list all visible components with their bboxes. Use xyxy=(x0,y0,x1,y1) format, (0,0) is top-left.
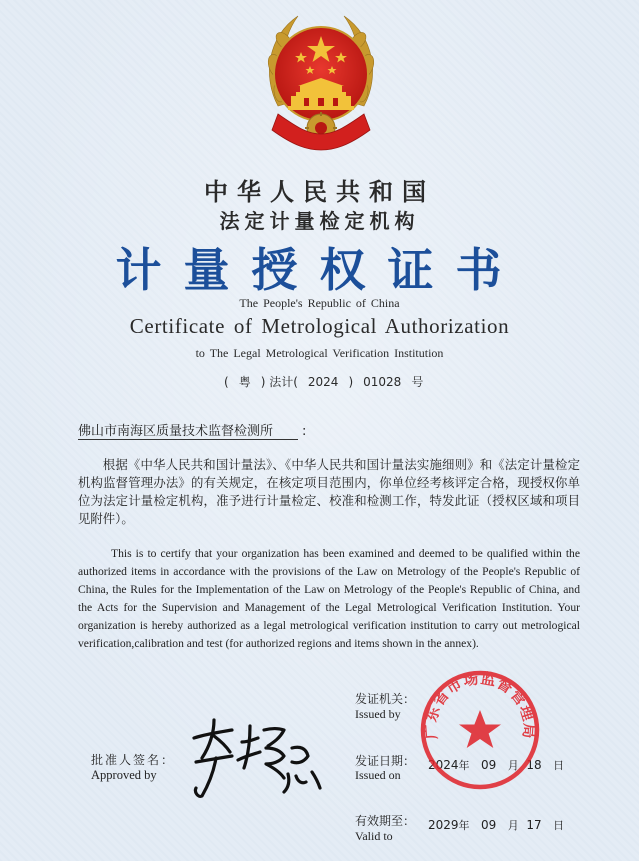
certificate-subtitle-en: to The Legal Metrological Verification Institution xyxy=(195,346,444,360)
cert-region-close: ) xyxy=(260,375,266,389)
valid-day-unit: 日 xyxy=(553,819,565,832)
certificate-title-cn: 计量授权证书 xyxy=(115,243,524,297)
issue-year-unit: 年 xyxy=(458,759,470,772)
svg-text:广东省市场监督管理局: 广东省市场监督管理局 xyxy=(421,669,539,740)
valid-month: 09 xyxy=(481,818,497,832)
valid-month-unit: 月 xyxy=(507,819,519,832)
valid-day: 17 xyxy=(526,818,542,832)
issuer-label-en: Issued by xyxy=(355,707,401,721)
cert-year-close: ) xyxy=(348,375,354,389)
valid-year: 2029 xyxy=(428,818,459,832)
valid-to-date xyxy=(428,817,564,833)
cert-suffix: 号 xyxy=(411,375,424,389)
issue-day: 18 xyxy=(526,758,542,772)
body-text-en: This is to certify that your organization has been examined and deemed to be qualified within the authorized items in accordance with the provisions of the Law on Metrology of the People's Republic of China, the Rules for the Implementation of the Law on Metrology of the People's Republic of China, and the Acts for the Supervision and Management of the Legal Metrological Verification Institution. Your organization is hereby authorized as a legal metrological verification institution to carry out metrological verification,calibration and test (for authorized regions and items shown in the annex). xyxy=(78,547,580,650)
cert-prefix: 法计( xyxy=(269,375,298,389)
recipient-organization: 佛山市南海区质量技术监督检测所 xyxy=(78,424,274,439)
issue-day-unit: 日 xyxy=(553,759,565,772)
certificate-title-en: Certificate of Metrological Authorization xyxy=(129,314,510,338)
approver-label-cn: 批准人签名： xyxy=(91,753,176,767)
recipient-underline xyxy=(78,439,298,440)
valid-year-unit: 年 xyxy=(458,819,470,832)
cert-region: 粤 xyxy=(238,375,251,389)
valid-to-label-en: Valid to xyxy=(355,829,393,843)
recipient-colon: : xyxy=(302,424,307,439)
issue-month-unit: 月 xyxy=(507,759,519,772)
issuer-label-cn: 发证机关： xyxy=(355,692,416,706)
national-emblem-icon xyxy=(258,6,384,156)
handwritten-signature xyxy=(180,712,330,802)
issue-date-label-en: Issued on xyxy=(355,768,401,782)
cert-serial: 01028 xyxy=(363,375,402,389)
cert-year: 2024 xyxy=(307,375,339,389)
issue-year: 2024 xyxy=(428,758,459,772)
issue-month: 09 xyxy=(481,758,497,772)
institution-title-cn: 法定计量检定机构 xyxy=(219,209,420,233)
certificate-number xyxy=(224,373,423,390)
official-seal-icon xyxy=(418,668,542,792)
country-title-en: The People's Republic of China xyxy=(239,296,400,310)
country-title-cn: 中华人民共和国 xyxy=(204,178,435,206)
issue-date-label-cn: 发证日期： xyxy=(355,754,416,768)
body-text-cn: 根据《中华人民共和国计量法》、《中华人民共和国计量法实施细则》和《法定计量检定机构监督管理办法》的有关规定，在核定项目范围内，你单位经考核评定合格，现授权你单位为法定计量检定机构，准予进行计量检定、校准和检测工作，特发此证（授权区域和项目见附件）。 xyxy=(78,457,580,526)
cert-region-open: ( xyxy=(224,375,229,389)
approver-label-en: Approved by xyxy=(91,768,157,782)
valid-to-label-cn: 有效期至： xyxy=(355,814,416,828)
